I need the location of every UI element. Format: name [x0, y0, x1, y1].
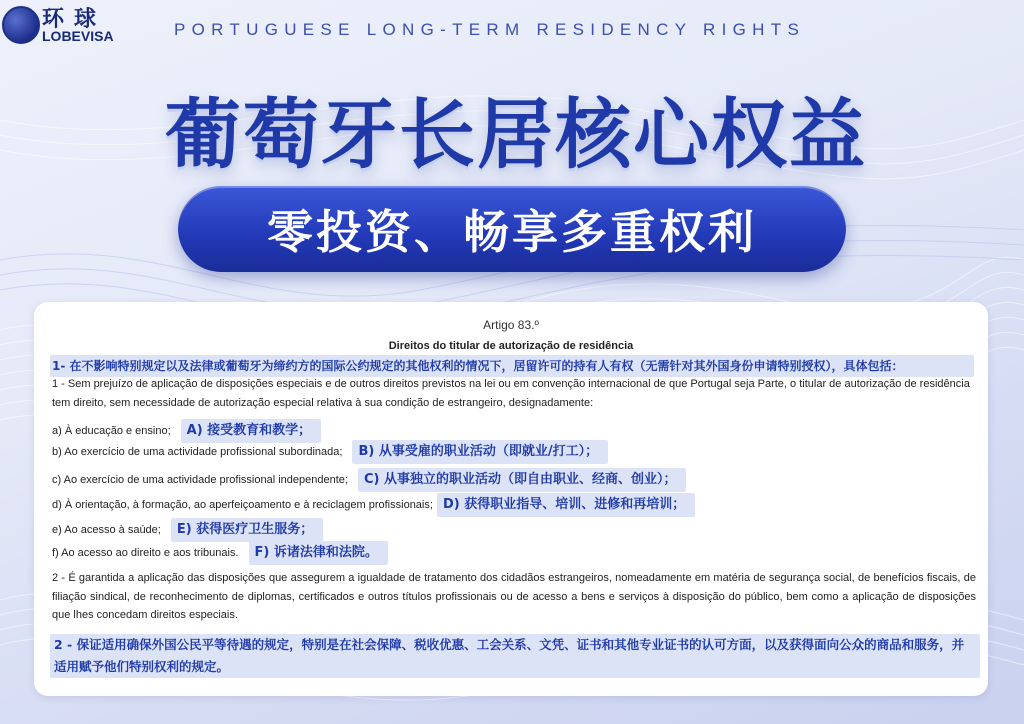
main-title: 葡萄牙长居核心权益 — [165, 90, 867, 179]
pt-item-b: b) Ao exercício de uma actividade profissional subordinada; — [52, 445, 343, 458]
cn-point2-highlight: 2 - 保证适用确保外国公民平等待遇的规定，特别是在社会保障、税收优惠、工会关系、文凭、证书和其他专业证书的认可方面，以及获得面向公众的商品和服务，并适用赋予他们特别权利的规定。 — [50, 634, 980, 678]
cn-item-f: F) 诉诸法律和法院。 — [249, 541, 388, 565]
pt-point1: 1 - Sem prejuízo de aplicação de disposições especiais e de outros direitos previstos na lei ou em convenção internacional de que Portugal seja Parte, o titular de autorização de residência tem direito, sem necessidade de autorização especial relativa à sua condição de estrangeiro, designadamente: — [52, 378, 970, 409]
list-item — [52, 440, 608, 464]
pt-item-e: e) Ao acesso à saúde; — [52, 523, 161, 536]
pt-item-a: a) À educação e ensino; — [52, 424, 171, 437]
globe-icon — [2, 6, 40, 44]
title-pill — [178, 186, 846, 272]
cn-point1-highlight: 1- 在不影响特别规定以及法律或葡萄牙为缔约方的国际公约规定的其他权利的情况下，居留许可的持有人有权（无需针对其外国身份申请特别授权），具体包括： — [50, 355, 974, 377]
cn-item-b: B) 从事受雇的职业活动（即就业/打工）； — [352, 440, 608, 464]
pill-text: 零投资、畅享多重权利 — [267, 205, 757, 259]
list-item — [52, 493, 695, 517]
list-item — [52, 468, 686, 492]
pt-item-d: d) À orientação, à formação, ao aperfeiçoamento e à reciclagem profissionais; — [52, 498, 433, 511]
article-number: Artigo 83.º — [483, 318, 539, 332]
logo-en-text: LOBEVISA — [42, 28, 114, 44]
brand-logo — [2, 2, 132, 48]
logo-cn-text: 环球 — [42, 7, 107, 32]
cn-item-d: D) 获得职业指导、培训、进修和再培训； — [437, 493, 695, 517]
cn-item-a: A) 接受教育和教学； — [181, 419, 322, 443]
pt-point2: 2 - É garantida a aplicação das disposições que assegurem a igualdade de tratamento dos cidadãos estrangeiros, nomeadamente em matéria de segurança social, de benefícios fiscais, de filiação sindical, de reconhecimento de diplomas, certificados e outros títulos profissionais ou de acesso a bens e serviços à disposição do público, bem como a aplicação de disposições que lhes concedam direitos especiais. — [52, 572, 976, 621]
pt-item-f: f) Ao acesso ao direito e aos tribunais. — [52, 546, 239, 559]
article-card — [34, 302, 988, 696]
cn-item-c: C) 从事独立的职业活动（即自由职业、经商、创业）； — [358, 468, 687, 492]
cn-item-e: E) 获得医疗卫生服务； — [171, 518, 323, 542]
list-item — [52, 518, 323, 542]
article-title: Direitos do titular de autorização de residência — [388, 340, 634, 352]
pt-item-c: c) Ao exercício de uma actividade profissional independente; — [52, 473, 348, 486]
list-item — [52, 541, 388, 565]
header-subtitle: PORTUGUESE LONG-TERM RESIDENCY RIGHTS — [174, 20, 806, 39]
